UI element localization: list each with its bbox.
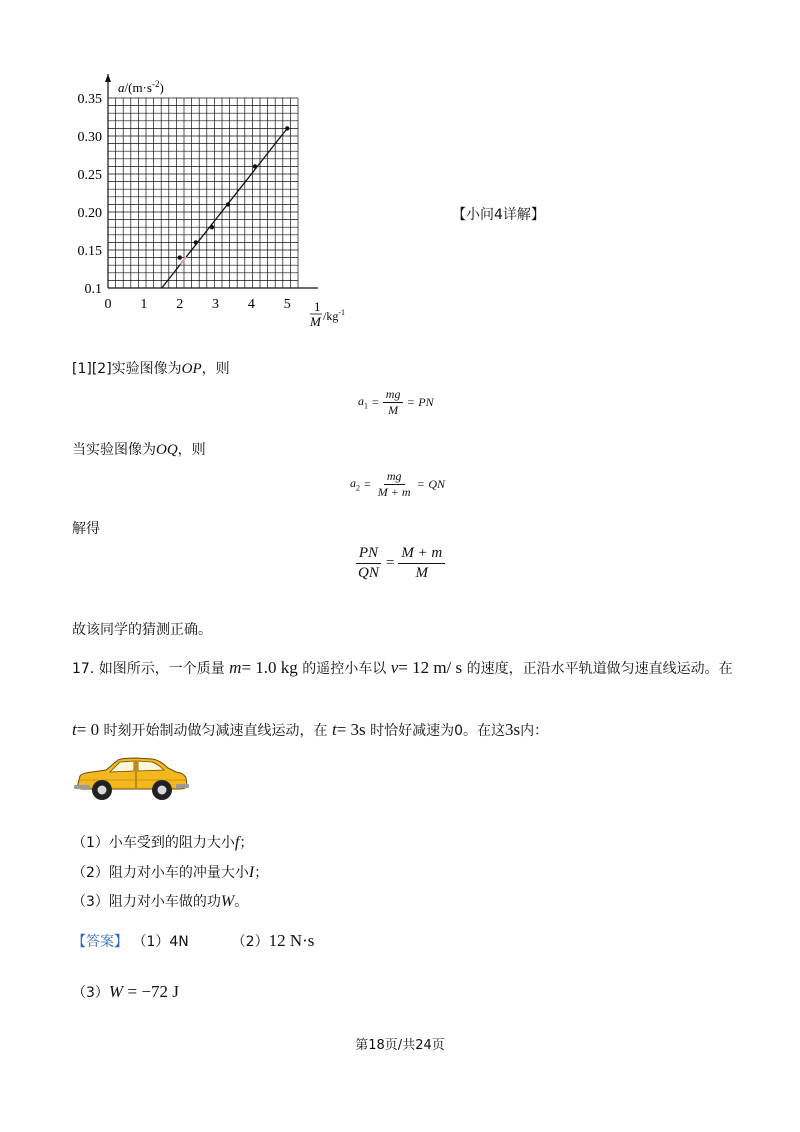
question-17-item-2: （2）阻力对小车的冲量大小I； <box>72 864 269 881</box>
equation-a2: $a_2$ = $\frac{mg}{M + m}$ = QN <box>350 469 445 500</box>
answer-tag: 【答案】 <box>72 934 128 950</box>
y-axis-label: $a/(m\cdot s^{-2})$ <box>118 79 164 95</box>
data-point <box>194 240 198 244</box>
y-tick-label: 0.25 <box>77 168 102 183</box>
x-axis-label-unit: $/kg^{-1}$ <box>323 308 346 323</box>
equation-a1: $a_1$ = $\frac{mg}{M}$ = PN <box>358 387 434 418</box>
chart-grid <box>108 98 298 288</box>
question-17-item-3: （3）阻力对小车做的功W。 <box>72 893 249 910</box>
answer-line-2: （3）W = −72 J <box>72 982 179 1001</box>
x-axis-label <box>309 299 345 329</box>
x-tick-label: 4 <box>247 297 255 312</box>
paragraph-oq: 当实验图像为OQ，则 <box>72 442 206 458</box>
x-tick-label: 1 <box>140 297 148 312</box>
y-tick-label: 0.1 <box>84 282 102 297</box>
paragraph-conclusion: 故该同学的猜测正确。 <box>72 622 212 638</box>
acceleration-vs-inverse-mass-chart <box>60 70 380 340</box>
y-tick-label: 0.35 <box>77 92 102 107</box>
answer-line-1: 【答案】 （1）4N （2）12 N·s <box>72 931 315 950</box>
x-tick-label: 3 <box>212 297 220 312</box>
question-17-item-1: （1）小车受到的阻力大小f； <box>72 834 254 851</box>
data-point <box>226 202 230 206</box>
x-axis-label-numerator: 1 <box>314 299 321 314</box>
paragraph-op: [1][2]实验图像为OP，则 <box>72 361 230 377</box>
data-point <box>210 225 214 229</box>
page-footer: 第18页/共24页 <box>355 1038 445 1053</box>
data-point <box>253 164 257 168</box>
y-tick-label: 0.15 <box>77 244 102 259</box>
equation-ratio: $\frac{PN}{QN}$ = $\frac{M + m}{M}$ <box>355 545 445 581</box>
paragraph-solve: 解得 <box>72 521 100 537</box>
question-17-line-1: 17. 如图所示，一个质量 m= 1.0 kg 的遥控小车以 v= 12 m/ s 的速度，正沿水平轨道做匀速直线运动。在 <box>72 658 733 677</box>
data-point <box>285 126 289 130</box>
y-tick-label: 0.20 <box>77 206 102 221</box>
data-point <box>177 255 181 259</box>
x-axis-label-denominator: M <box>310 314 321 329</box>
question-17-line-2: t= 0 时刻开始制动做匀减速直线运动，在 t= 3s 时恰好减速为0。在这3s内： <box>72 720 549 739</box>
section-label: 【小问4详解】 <box>452 207 545 223</box>
chart-axes <box>105 74 318 288</box>
y-tick-label: 0.30 <box>77 130 102 145</box>
y-axis-arrow <box>105 74 111 82</box>
car-icon <box>72 754 190 802</box>
chart-fit-line <box>162 128 287 288</box>
x-tick-label: 5 <box>283 297 291 312</box>
x-tick-label: 0 <box>104 297 112 312</box>
x-tick-label: 2 <box>176 297 184 312</box>
